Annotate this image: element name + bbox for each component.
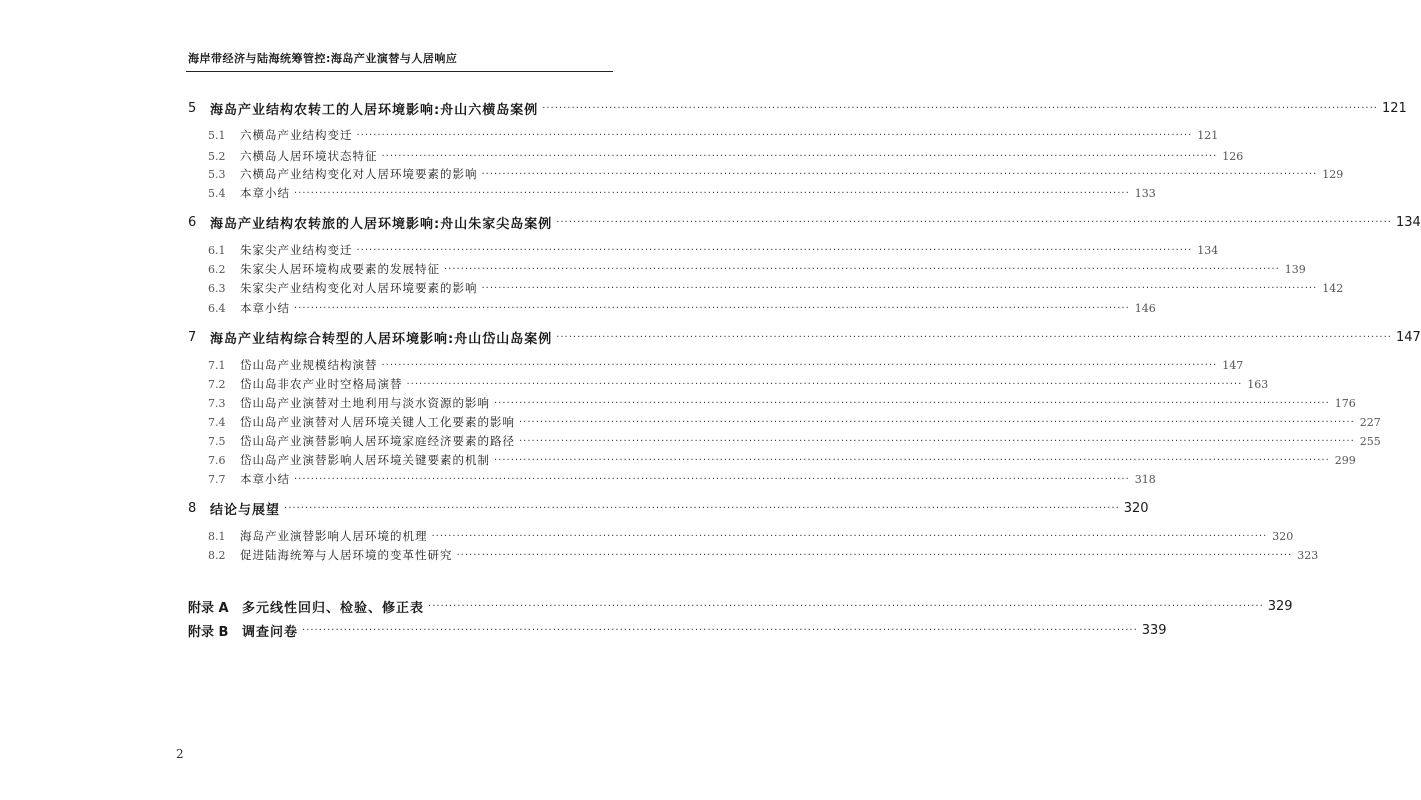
toc-number: 5 (188, 100, 197, 116)
toc-title: 岱山岛产业规模结构演替 (240, 358, 378, 372)
toc-leader: ········································································································································································································ (294, 187, 1130, 199)
toc-number: 8 (188, 500, 197, 516)
toc-section-6-3[interactable] (208, 278, 1344, 298)
toc-page: 329 (1267, 598, 1293, 614)
toc-page: 320 (1272, 529, 1294, 543)
toc-number: 7.2 (208, 377, 226, 391)
toc-leader: ········································································································································································································ (556, 216, 1392, 228)
toc-leader: ········································································································································································································ (302, 624, 1138, 636)
toc-chapter-5[interactable] (188, 98, 1407, 118)
toc-title: 海岛产业演替影响人居环境的机理 (240, 529, 428, 543)
toc-page: 133 (1134, 186, 1156, 200)
toc-section-7-2[interactable] (208, 374, 1269, 394)
toc-number: 5.4 (208, 186, 226, 200)
toc-leader: ········································································································································································································ (284, 502, 1120, 514)
toc-leader: ········································································································································································································ (481, 168, 1318, 180)
toc-number: 8.2 (208, 548, 226, 562)
toc-number: 5.3 (208, 167, 226, 181)
toc-section-8-1[interactable] (208, 526, 1294, 546)
toc-number: 6.3 (208, 281, 226, 295)
toc-page: 126 (1222, 149, 1244, 163)
toc-page: 299 (1334, 453, 1356, 467)
toc-page: 318 (1134, 472, 1156, 486)
toc-page: 146 (1134, 301, 1156, 315)
toc-title: 促进陆海统筹与人居环境的变革性研究 (240, 548, 453, 562)
toc-number: 7.1 (208, 358, 226, 372)
toc-title: 本章小结 (240, 301, 290, 315)
toc-number: 7.6 (208, 453, 226, 467)
toc-page: 121 (1197, 128, 1219, 142)
toc-section-5-1[interactable] (208, 125, 1219, 145)
toc-page: 163 (1247, 377, 1269, 391)
toc-page: 227 (1359, 415, 1381, 429)
toc-number: 7.7 (208, 472, 226, 486)
toc-appendix-a[interactable] (188, 596, 1293, 616)
toc-section-8-2[interactable] (208, 545, 1319, 565)
toc-page: 255 (1359, 434, 1381, 448)
toc-title: 朱家尖产业结构变迁 (240, 243, 353, 257)
toc-section-5-4[interactable] (208, 183, 1156, 203)
toc-leader: ········································································································································································································ (481, 282, 1318, 294)
toc-title: 多元线性回归、检验、修正表 (242, 600, 425, 616)
toc-title: 结论与展望 (210, 502, 281, 518)
toc-number: 7.4 (208, 415, 226, 429)
toc-section-7-1[interactable] (208, 355, 1244, 375)
toc-section-6-1[interactable] (208, 240, 1219, 260)
toc-leader: ········································································································································································································ (381, 359, 1218, 371)
toc-chapter-6[interactable] (188, 212, 1421, 232)
toc-leader: ········································································································································································································ (494, 397, 1330, 409)
toc-number: 8.1 (208, 529, 226, 543)
toc-title: 本章小结 (240, 472, 290, 486)
toc-title: 六横岛产业结构变迁 (240, 128, 353, 142)
toc-title: 本章小结 (240, 186, 290, 200)
toc-title: 朱家尖人居环境构成要素的发展特征 (240, 262, 440, 276)
toc-number: 7.5 (208, 434, 226, 448)
toc-number: 附录 A (188, 600, 229, 616)
toc-section-7-3[interactable] (208, 393, 1356, 413)
toc-leader: ········································································································································································································ (444, 263, 1280, 275)
toc-section-6-4[interactable] (208, 298, 1156, 318)
toc-leader: ········································································································································································································ (456, 549, 1293, 561)
toc-appendix-b[interactable] (188, 620, 1167, 640)
toc-title: 岱山岛产业演替对人居环境关键人工化要素的影响 (240, 415, 515, 429)
toc-section-6-2[interactable] (208, 259, 1306, 279)
toc-title: 岱山岛非农产业时空格局演替 (240, 377, 403, 391)
toc-page: 121 (1381, 100, 1407, 116)
toc-leader: ········································································································································································································ (519, 435, 1355, 447)
toc-number: 6.4 (208, 301, 226, 315)
toc-page: 147 (1222, 358, 1244, 372)
toc-title: 海岛产业结构综合转型的人居环境影响:舟山岱山岛案例 (210, 331, 553, 347)
toc-leader: ········································································································································································································ (381, 150, 1218, 162)
toc-page: 142 (1322, 281, 1344, 295)
toc-leader: ········································································································································································································ (356, 129, 1193, 141)
toc-title: 海岛产业结构农转工的人居环境影响:舟山六横岛案例 (210, 102, 539, 118)
toc-leader: ········································································································································································································ (294, 302, 1130, 314)
toc-number: 6.1 (208, 243, 226, 257)
toc-leader: ········································································································································································································ (356, 244, 1193, 256)
toc-title: 岱山岛产业演替影响人居环境家庭经济要素的路径 (240, 434, 515, 448)
toc-page: 139 (1284, 262, 1306, 276)
toc-leader: ········································································································································································································ (294, 473, 1130, 485)
toc-section-7-7[interactable] (208, 469, 1156, 489)
toc-leader: ········································································································································································································ (428, 600, 1264, 612)
toc-section-7-6[interactable] (208, 450, 1356, 470)
toc-page: 129 (1322, 167, 1344, 181)
toc-title: 岱山岛产业演替影响人居环境关键要素的机制 (240, 453, 490, 467)
toc-title: 调查问卷 (242, 624, 299, 640)
toc-title: 朱家尖产业结构变化对人居环境要素的影响 (240, 281, 478, 295)
toc-number: 6 (188, 214, 197, 230)
toc-leader: ········································································································································································································ (431, 530, 1268, 542)
toc-title: 岱山岛产业演替对土地利用与淡水资源的影响 (240, 396, 490, 410)
toc-leader: ········································································································································································································ (406, 378, 1243, 390)
toc-page: 134 (1197, 243, 1219, 257)
toc-chapter-8[interactable] (188, 498, 1149, 518)
running-header: 海岸带经济与陆海统筹管控:海岛产业演替与人居响应 (188, 52, 458, 65)
toc-section-5-3[interactable] (208, 164, 1344, 184)
toc-page: 147 (1395, 329, 1421, 345)
toc-number: 6.2 (208, 262, 226, 276)
toc-leader: ········································································································································································································ (519, 416, 1355, 428)
toc-page: 339 (1141, 622, 1167, 638)
toc-page: 323 (1297, 548, 1319, 562)
toc-page: 176 (1334, 396, 1356, 410)
toc-number: 5.1 (208, 128, 226, 142)
toc-chapter-7[interactable] (188, 327, 1421, 347)
toc-page: 134 (1395, 214, 1421, 230)
toc-leader: ········································································································································································································ (542, 102, 1378, 114)
page-number: 2 (176, 747, 184, 761)
toc-number: 5.2 (208, 149, 226, 163)
toc-section-7-5[interactable] (208, 431, 1381, 451)
toc-leader: ········································································································································································································ (494, 454, 1330, 466)
toc-title: 六横岛人居环境状态特征 (240, 149, 378, 163)
toc-title: 海岛产业结构农转旅的人居环境影响:舟山朱家尖岛案例 (210, 216, 553, 232)
toc-section-5-2[interactable] (208, 146, 1244, 166)
toc-title: 六横岛产业结构变化对人居环境要素的影响 (240, 167, 478, 181)
toc-number: 7.3 (208, 396, 226, 410)
toc-number: 附录 B (188, 624, 229, 640)
toc-leader: ········································································································································································································ (556, 331, 1392, 343)
toc-number: 7 (188, 329, 197, 345)
toc-section-7-4[interactable] (208, 412, 1381, 432)
toc-page: 320 (1123, 500, 1149, 516)
